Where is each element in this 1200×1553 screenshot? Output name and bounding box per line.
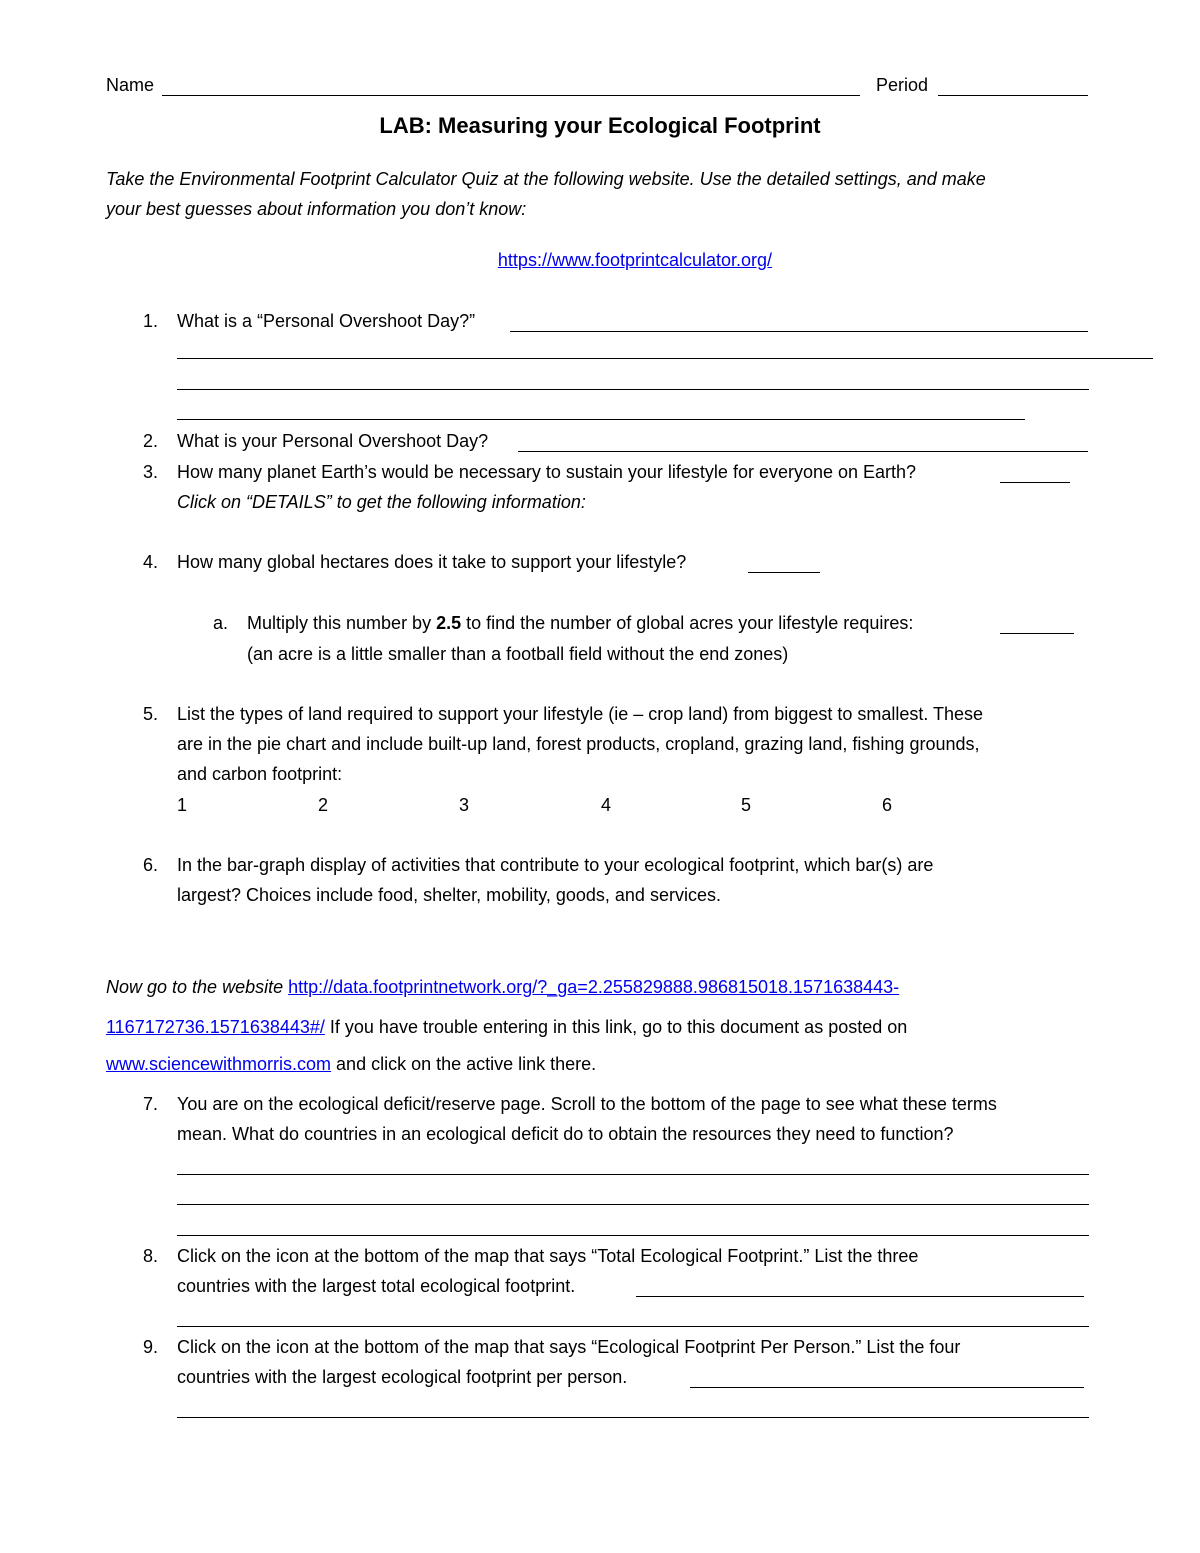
section2-line-1: [106, 976, 899, 998]
q1-text: What is a “Personal Overshoot Day?”: [177, 311, 476, 331]
footprint-network-link-cont[interactable]: 1167172736.1571638443#/: [106, 1017, 325, 1037]
q5-rank-1: 1: [177, 795, 188, 815]
section2-line-2: [106, 1016, 907, 1038]
q5-rank-3: 3: [459, 795, 470, 815]
q5-rank-5: 5: [741, 795, 752, 815]
page-title: LAB: Measuring your Ecological Footprint: [379, 113, 821, 138]
q1-answer-line-4[interactable]: [177, 419, 1025, 420]
q4a-answer-line[interactable]: [1000, 633, 1074, 634]
q9-answer-line-2[interactable]: [177, 1417, 1089, 1418]
q9-answer-line-1[interactable]: [690, 1387, 1084, 1388]
period-field[interactable]: [938, 95, 1088, 96]
q8-number: 8.: [142, 1246, 158, 1266]
q7-line-1: You are on the ecological deficit/reserve page. Scroll to the bottom of the page to see what these terms: [177, 1094, 997, 1114]
q4a-post: to find the number of global acres your lifestyle requires:: [461, 613, 914, 633]
footprint-calculator-link[interactable]: https://www.footprintcalculator.org/: [497, 250, 773, 270]
q6-number: 6.: [142, 855, 158, 875]
footprint-network-link[interactable]: http://data.footprintnetwork.org/?_ga=2.255829888.986815018.1571638443-: [288, 977, 900, 997]
q7-answer-line-1[interactable]: [177, 1174, 1089, 1175]
q5-rank-6: 6: [882, 795, 893, 815]
q4a-text: [247, 612, 913, 634]
q5-number: 5.: [142, 704, 158, 724]
q4a-letter: a.: [212, 613, 228, 633]
intro-line-1: Take the Environmental Footprint Calculator Quiz at the following website. Use the detailed settings, and make: [106, 169, 986, 189]
section2-tail: and click on the active link there.: [331, 1054, 597, 1074]
q2-answer-line[interactable]: [518, 451, 1088, 452]
q8-answer-line-1[interactable]: [636, 1296, 1084, 1297]
q4-text: How many global hectares does it take to support your lifestyle?: [177, 552, 687, 572]
period-label: Period: [876, 75, 929, 95]
q5-line-3: and carbon footprint:: [177, 764, 343, 784]
name-label: Name: [106, 75, 155, 95]
q4a-pre: Multiply this number by: [247, 613, 437, 633]
q7-answer-line-3[interactable]: [177, 1235, 1089, 1236]
q1-answer-line-2[interactable]: [177, 358, 1153, 359]
q5-line-2: are in the pie chart and include built-up land, forest products, cropland, grazing land, fishing grounds,: [177, 734, 980, 754]
section2-line-3: [106, 1053, 596, 1075]
q5-line-1: List the types of land required to support your lifestyle (ie – crop land) from biggest to smallest. These: [177, 704, 984, 724]
q5-rank-2: 2: [318, 795, 329, 815]
q6-line-1: In the bar-graph display of activities that contribute to your ecological footprint, which bar(s) are: [177, 855, 934, 875]
q4-number: 4.: [142, 552, 158, 572]
q9-number: 9.: [142, 1337, 158, 1357]
q1-number: 1.: [142, 311, 158, 331]
q4a-factor: 2.5: [436, 613, 462, 633]
sciencewithmorris-link[interactable]: www.sciencewithmorris.com: [106, 1054, 332, 1074]
q7-answer-line-2[interactable]: [177, 1204, 1089, 1205]
q8-line-1: Click on the icon at the bottom of the map that says “Total Ecological Footprint.” List the three: [177, 1246, 919, 1266]
q7-number: 7.: [142, 1094, 158, 1114]
q9-line-1: Click on the icon at the bottom of the map that says “Ecological Footprint Per Person.” List the four: [177, 1337, 961, 1357]
q6-line-2: largest? Choices include food, shelter, mobility, goods, and services.: [177, 885, 721, 905]
q2-number: 2.: [142, 431, 158, 451]
q2-text: What is your Personal Overshoot Day?: [177, 431, 489, 451]
q1-answer-line-1[interactable]: [510, 331, 1088, 332]
q3-text: How many planet Earth’s would be necessary to sustain your lifestyle for everyone on Earth?: [177, 462, 917, 482]
q1-answer-line-3[interactable]: [177, 389, 1089, 390]
section2-mid: If you have trouble entering in this link, go to this document as posted on: [324, 1017, 908, 1037]
name-field[interactable]: [162, 95, 860, 96]
q8-answer-line-2[interactable]: [177, 1326, 1089, 1327]
section2-lead: Now go to the website: [106, 977, 284, 997]
q5-rank-4: 4: [601, 795, 612, 815]
q3-answer-line[interactable]: [1000, 482, 1070, 483]
q4a-note: (an acre is a little smaller than a football field without the end zones): [247, 644, 789, 664]
q4-answer-line[interactable]: [748, 572, 820, 573]
intro-line-2: your best guesses about information you don’t know:: [106, 199, 527, 219]
q3-note: Click on “DETAILS” to get the following information:: [177, 492, 586, 512]
q3-number: 3.: [142, 462, 158, 482]
q9-line-2: countries with the largest ecological footprint per person.: [177, 1367, 628, 1387]
q7-line-2: mean. What do countries in an ecological deficit do to obtain the resources they need to function?: [177, 1124, 954, 1144]
q8-line-2: countries with the largest total ecological footprint.: [177, 1276, 576, 1296]
